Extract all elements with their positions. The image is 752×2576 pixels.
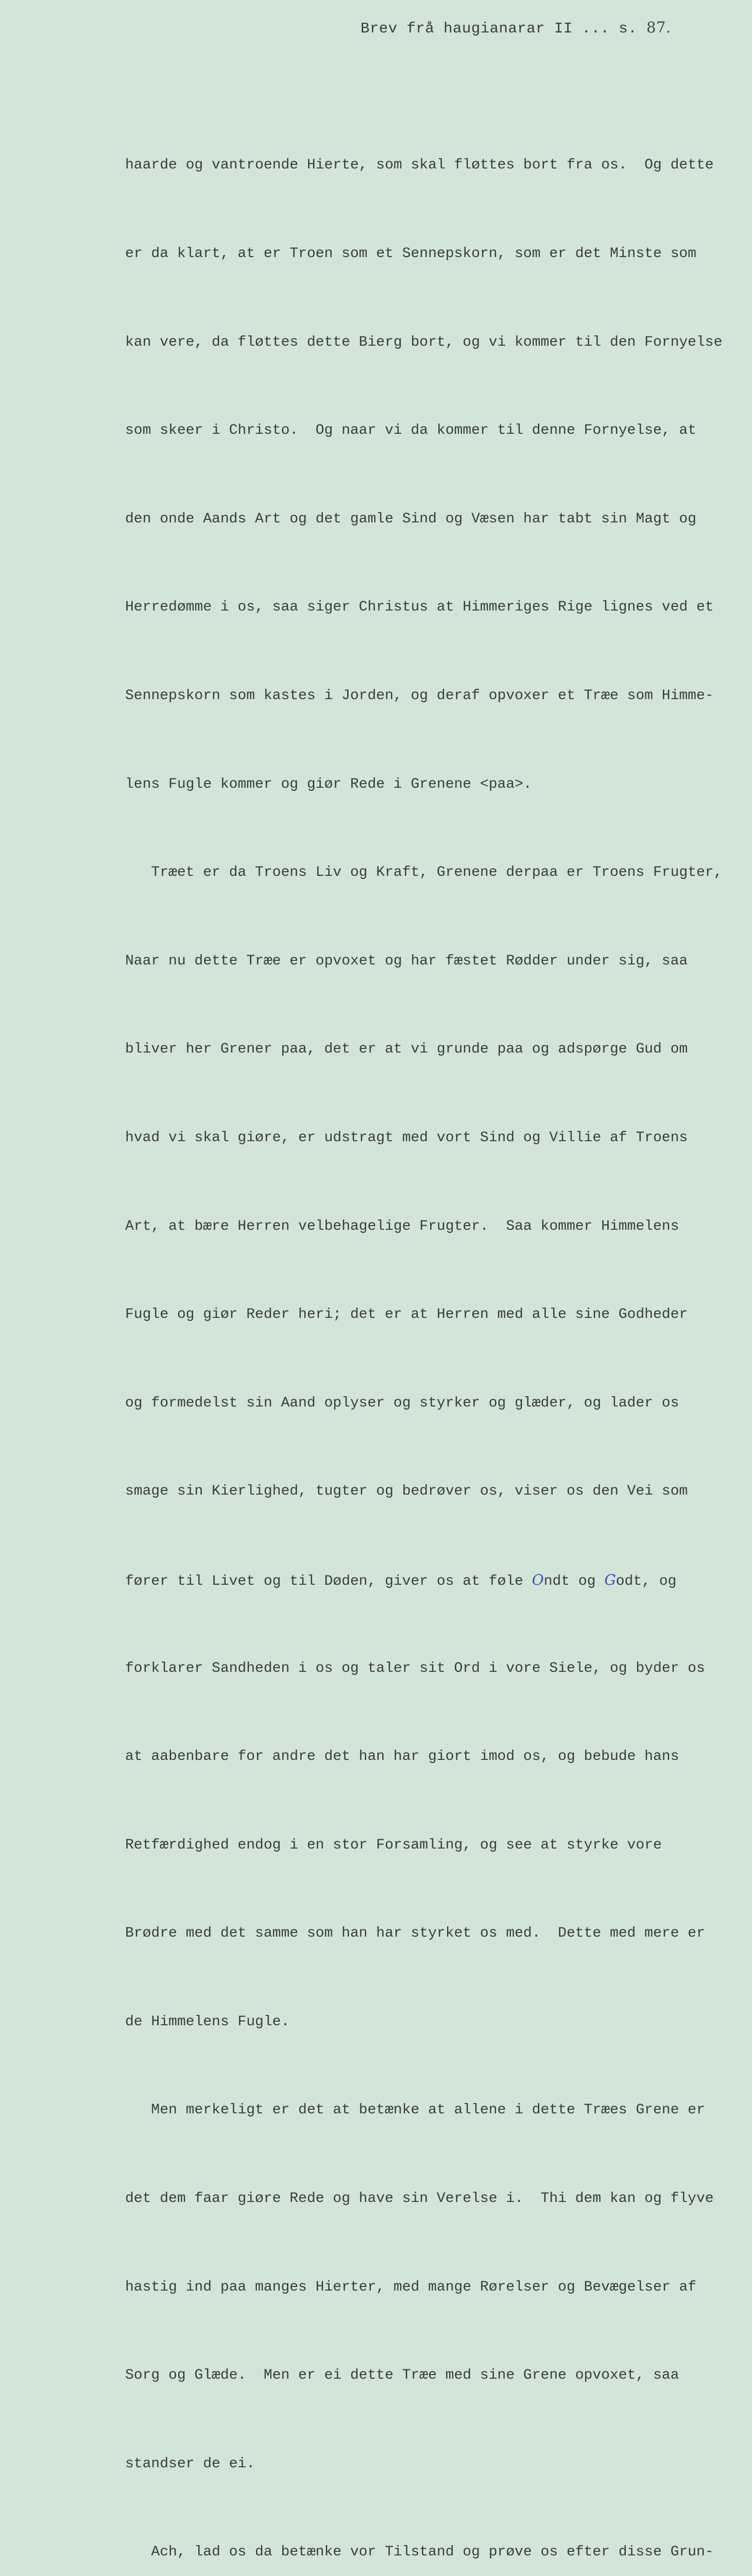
handwritten-correction: G <box>604 1571 616 1588</box>
text-line: bliver her Grener paa, det er at vi grunde paa og adspørge Gud om <box>125 1041 688 1058</box>
text-line <box>125 770 733 799</box>
text-line: hvad vi skal giøre, er udstragt med vort Sind og Villie af Troens <box>125 1129 688 1146</box>
page-number: 87. <box>646 19 671 36</box>
letter-body <box>125 92 733 2576</box>
page-header <box>361 19 671 37</box>
text-line: Sorg og Glæde. Men er ei dette Træe med sine Grene opvoxet, saa <box>125 2367 679 2384</box>
handwritten-correction: O <box>532 1571 544 1588</box>
header-title: Brev frå haugianarar II ... s. <box>361 20 646 37</box>
text-line: Herredømme i os, saa siger Christus at Himmeriges Rige lignes ved et <box>125 599 714 616</box>
text-line: og formedelst sin Aand oplyser og styrker og glæder, og lader os <box>125 1395 679 1411</box>
text-line: standser de ei. <box>125 2455 255 2472</box>
text-line: at aabenbare for andre det han har giort imod os, og bebude hans <box>125 1749 679 1765</box>
text-line: Naar nu dette Træe er opvoxet og har fæstet Rødder under sig, saa <box>125 953 688 969</box>
text-line: haarde og vantroende Hierte, som skal fløttes bort fra os. Og dette <box>125 157 714 174</box>
text-line: Retfærdighed endog i en stor Forsamling, og see at styrke vore <box>125 1837 662 1853</box>
text-line: som skeer i Christo. Og naar vi da kommer til denne Fornyelse, at <box>125 422 696 439</box>
text-line: de Himmelens Fugle. <box>125 2013 290 2030</box>
text-line: er da klart, at er Troen som et Sennepskorn, som er det Minste som <box>125 246 696 262</box>
text-line: hastig ind paa manges Hierter, med mange Rørelser og Bevægelser af <box>125 2279 696 2295</box>
handwritten-insert: <paa>. <box>480 776 532 792</box>
text-line: kan vere, da fløttes dette Bierg bort, og vi kommer til den Fornyelse <box>125 334 723 350</box>
text-segment: ndt og <box>543 1573 605 1589</box>
text-line: Fugle og giør Reder heri; det er at Herren med alle sine Godheder <box>125 1307 688 1323</box>
text-line: Art, at bære Herren velbehagelige Frugter. Saa kommer Himmelens <box>125 1218 679 1234</box>
text-line: Men merkeligt er det at betænke at allene i dette Træes Grene er <box>125 2102 705 2119</box>
text-segment: odt, og <box>616 1573 677 1589</box>
text-segment: fører til Livet og til Døden, giver os at føle <box>125 1573 532 1589</box>
text-line: Brødre med det samme som han har styrket os med. Dette med mere er <box>125 1925 705 1942</box>
text-line: Sennepskorn som kastes i Jorden, og deraf opvoxer et Træe som Himme- <box>125 687 714 704</box>
text-line: Ach, lad os da betænke vor Tilstand og prøve os efter disse Grun- <box>125 2544 714 2561</box>
text-line: den onde Aands Art og det gamle Sind og Væsen har tabt sin Magt og <box>125 511 696 527</box>
text-line <box>125 1565 733 1595</box>
text-line: det dem faar giøre Rede og have sin Verelse i. Thi dem kan og flyve <box>125 2191 714 2207</box>
text-line: Træet er da Troens Liv og Kraft, Grenene derpaa er Troens Frugter, <box>125 865 723 881</box>
text-line: smage sin Kierlighed, tugter og bedrøver os, viser os den Vei som <box>125 1483 688 1500</box>
text-line: forklarer Sandheden i os og taler sit Ord i vore Siele, og byder os <box>125 1660 705 1676</box>
text-segment: lens Fugle kommer og giør Rede i Grenene <box>125 776 480 792</box>
